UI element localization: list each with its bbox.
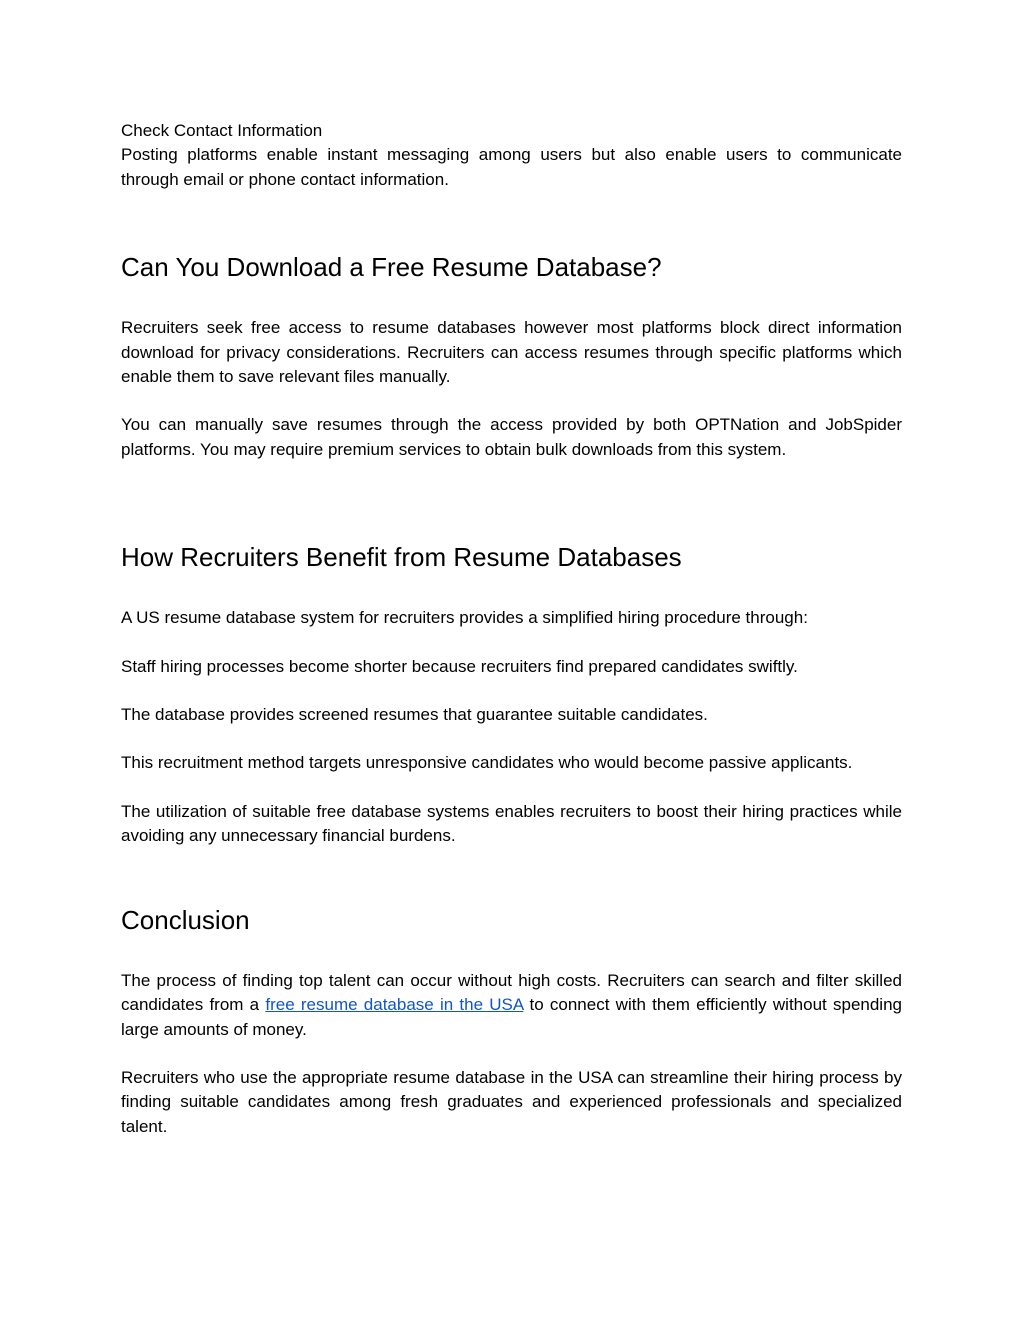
benefits-heading: How Recruiters Benefit from Resume Databases	[121, 542, 682, 573]
download-paragraph-2: You can manually save resumes through the access provided by both OPTNation and JobSpider platforms. You may require premium services to obtain bulk downloads from this system.	[121, 415, 902, 459]
document-page	[121, 119, 902, 1139]
free-resume-database-link[interactable]: free resume database in the USA	[265, 995, 524, 1015]
benefits-paragraph-3: The database provides screened resumes that guarantee suitable candidates.	[121, 705, 708, 725]
benefits-paragraph-1: A US resume database system for recruiters provides a simplified hiring procedure through:	[121, 608, 808, 628]
download-database-heading: Can You Download a Free Resume Database?	[121, 252, 662, 283]
conclusion-heading: Conclusion	[121, 904, 250, 935]
benefits-paragraph-4: This recruitment method targets unresponsive candidates who would become passive applicants.	[121, 753, 853, 773]
benefits-paragraph-5: The utilization of suitable free database systems enables recruiters to boost their hiring practices while avoiding any unnecessary financial burdens.	[121, 801, 902, 846]
conclusion-paragraph-1	[121, 969, 902, 1042]
contact-info-title: Check Contact Information	[121, 121, 323, 140]
contact-info-paragraph: Posting platforms enable instant messaging among users but also enable users to communicate through email or phone contact information.	[121, 145, 902, 189]
conclusion-paragraph-2: Recruiters who use the appropriate resume database in the USA can streamline their hiring process by finding suitable candidates among fresh graduates and experienced professionals and specialized talent.	[121, 1067, 902, 1136]
download-paragraph-1: Recruiters seek free access to resume databases however most platforms block direct information download for privacy considerations. Recruiters can access resumes through specific platforms which enable them to save relevant files manually.	[121, 318, 902, 387]
conclusion-text-after-link: to connect with them efficiently without spending large amounts of money.	[121, 995, 902, 1039]
benefits-paragraph-2: Staff hiring processes become shorter because recruiters find prepared candidates swiftly.	[121, 656, 798, 676]
conclusion-text-before-link: The process of finding top talent can occur without high costs. Recruiters can search and filter skilled candidates from a	[121, 970, 902, 1015]
